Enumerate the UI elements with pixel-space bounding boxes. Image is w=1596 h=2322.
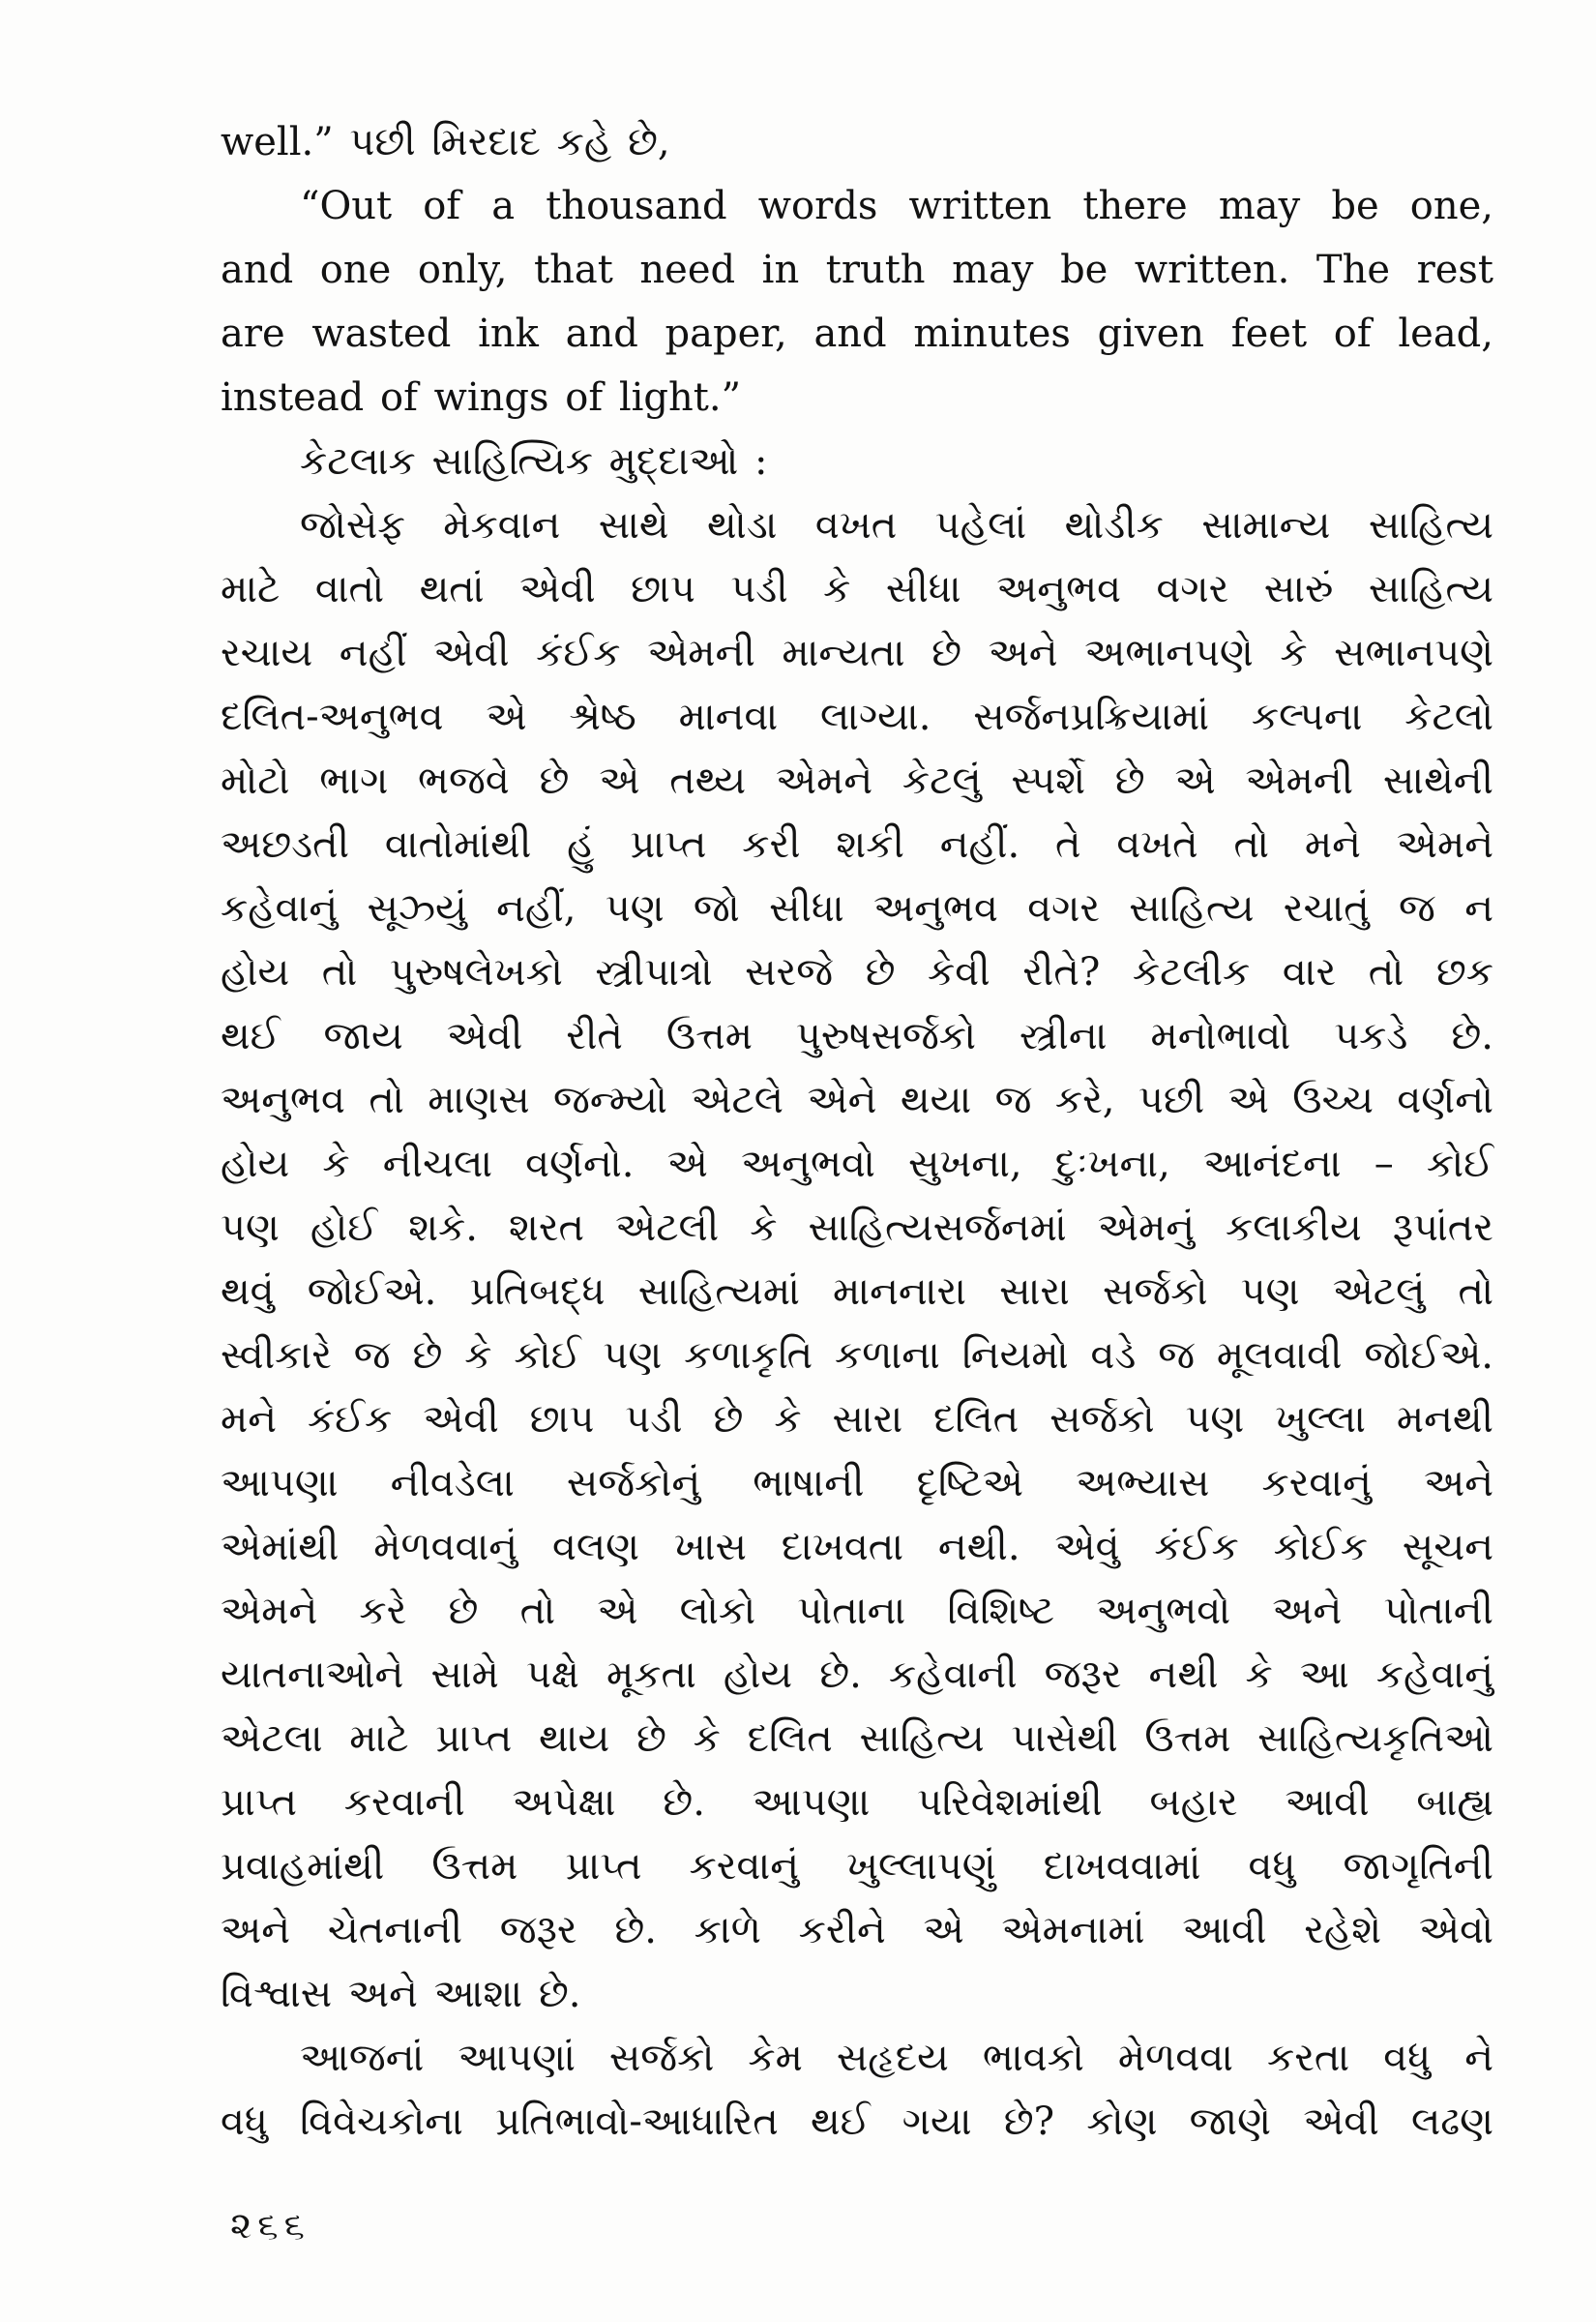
text-line: પ્રવાહમાંથી ઉત્તમ પ્રાપ્ત કરવાનું ખુલ્લાપણું દાખવવામાં વધુ જાગૃતિની <box>221 1844 1493 1889</box>
page-number: ૨૬૬ <box>230 2204 310 2247</box>
text-line: અનુભવ તો માણસ જન્મ્યો એટલે એને થયા જ કરે, પછી એ ઉચ્ચ વર્ણનો <box>221 1078 1493 1122</box>
text-line: સ્વીકારે જ છે કે કોઈ પણ કળાકૃતિ કળાના નિયમો વડે જ મૂલવાવી જોઈએ. <box>221 1333 1493 1378</box>
text-line: દલિત-અનુભવ એ શ્રેષ્ઠ માનવા લાગ્યા. સર્જનપ્રક્રિયામાં કલ્પના કેટલો <box>221 695 1493 739</box>
page-text <box>221 110 1493 2154</box>
text-line: વધુ વિવેચકોના પ્રતિભાવો-આધારિત થઈ ગયા છે? કોણ જાણે એવી લઢણ <box>221 2099 1493 2144</box>
text-line: માટે વાતો થતાં એવી છાપ પડી કે સીધા અનુભવ વગર સારું સાહિત્ય <box>221 567 1493 611</box>
text-line: કેટલાક સાહિત્યિક મુદ્દાઓ : <box>300 439 768 484</box>
text-line: એમાંથી મેળવવાનું વલણ ખાસ દાખવતા નથી. એવું કંઈક કોઈક સૂચન <box>221 1525 1493 1569</box>
text-line: એટલા માટે પ્રાપ્ત થાય છે કે દલિત સાહિત્ય પાસેથી ઉત્તમ સાહિત્યકૃતિઓ <box>221 1716 1493 1761</box>
text-line: well.” પછી મિરદાદ કહે છે, <box>221 120 670 164</box>
text-line: and one only, that need in truth may be written. The rest <box>221 248 1493 292</box>
text-line: પ્રાપ્ત કરવાની અપેક્ષા છે. આપણા પરિવેશમાંથી બહાર આવી બાહ્ય <box>221 1780 1493 1825</box>
text-line: પણ હોઈ શકે. શરત એટલી કે સાહિત્યસર્જનમાં એમનું કલાકીય રૂપાંતર <box>221 1206 1493 1250</box>
text-line: are wasted ink and paper, and minutes given feet of lead, <box>221 312 1493 356</box>
text-line: “Out of a thousand words written there may be one, <box>300 184 1493 228</box>
text-line: અછડતી વાતોમાંથી હું પ્રાપ્ત કરી શકી નહીં. તે વખતે તો મને એમને <box>221 822 1493 867</box>
text-line: રચાય નહીં એવી કંઈક એમની માન્યતા છે અને અભાનપણે કે સભાનપણે <box>221 631 1493 675</box>
text-line: થવું જોઈએ. પ્રતિબદ્ધ સાહિત્યમાં માનનારા સારા સર્જકો પણ એટલું તો <box>221 1269 1493 1314</box>
text-line: કહેવાનું સૂઝ્યું નહીં, પણ જો સીધા અનુભવ વગર સાહિત્ય રચાતું જ ન <box>221 886 1493 931</box>
text-line: જોસેફ મેકવાન સાથે થોડા વખત પહેલાં થોડીક સામાન્ય સાહિત્ય <box>300 503 1493 548</box>
text-line: એમને કરે છે તો એ લોકો પોતાના વિશિષ્ટ અનુભવો અને પોતાની <box>221 1589 1493 1633</box>
text-line: યાતનાઓને સામે પક્ષે મૂકતા હોય છે. કહેવાની જરૂર નથી કે આ કહેવાનું <box>221 1652 1493 1697</box>
text-line: અને ચેતનાની જરૂર છે. કાળે કરીને એ એમનામાં આવી રહેશે એવો <box>221 1908 1493 1952</box>
text-line: વિશ્વાસ અને આશા છે. <box>221 1972 581 2016</box>
text-line: instead of wings of light.” <box>221 375 742 420</box>
text-line: મોટો ભાગ ભજવે છે એ તથ્ય એમને કેટલું સ્પર્શે છે એ એમની સાથેની <box>221 759 1493 803</box>
text-line: મને કંઈક એવી છાપ પડી છે કે સારા દલિત સર્જકો પણ ખુલ્લા મનથી <box>221 1397 1493 1442</box>
text-line: આજનાં આપણાં સર્જકો કેમ સહૃદય ભાવકો મેળવવા કરતા વધુ ને <box>300 2036 1493 2080</box>
text-line: હોય કે નીચલા વર્ણનો. એ અનુભવો સુખના, દુઃખના, આનંદના – કોઈ <box>221 1142 1493 1186</box>
text-line: આપણા નીવડેલા સર્જકોનું ભાષાની દૃષ્ટિએ અભ્યાસ કરવાનું અને <box>221 1461 1493 1505</box>
text-line: થઈ જાય એવી રીતે ઉત્તમ પુરુષસર્જકો સ્ત્રીના મનોભાવો પકડે છે. <box>221 1014 1493 1058</box>
text-line: હોય તો પુરુષલેખકો સ્ત્રીપાત્રો સરજે છે કેવી રીતે? કેટલીક વાર તો છક <box>221 950 1493 995</box>
